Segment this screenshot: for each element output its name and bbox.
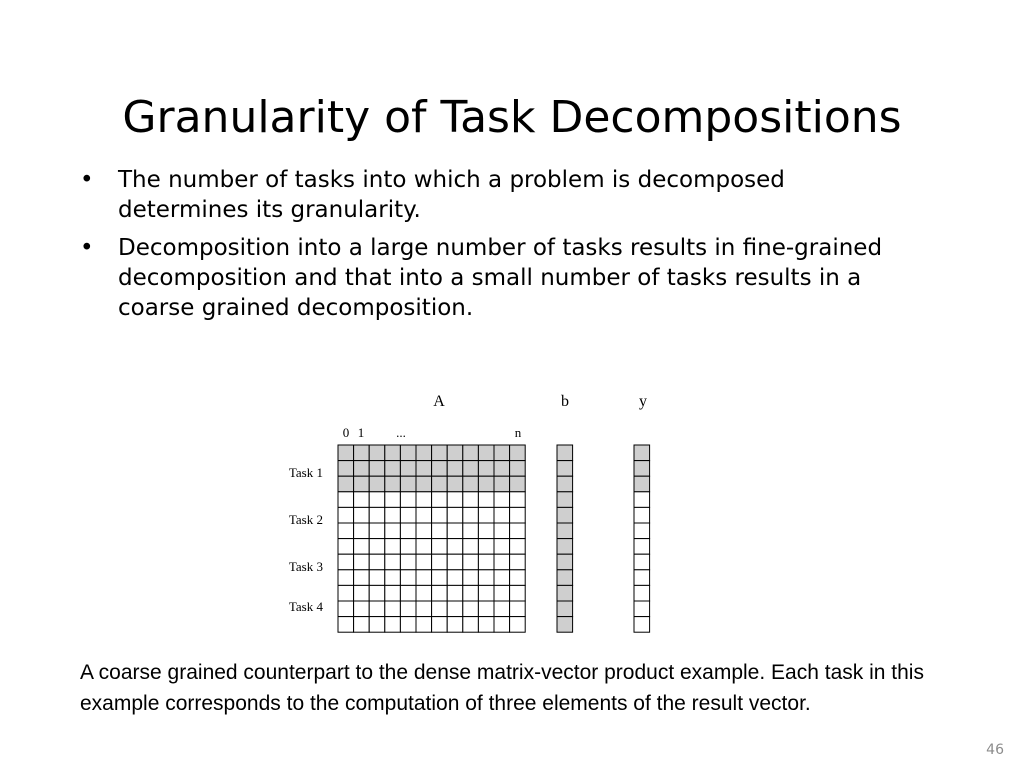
vector-b-grid [557,445,573,632]
matrix-cell [478,539,494,555]
bullet-item [78,233,908,323]
matrix-cell [369,523,385,539]
matrix-cell [510,585,526,601]
vector-y-cell [634,601,650,617]
matrix-cell [354,617,370,633]
vector-b-cell [557,539,573,555]
matrix-cell [463,585,479,601]
matrix-cell [416,585,432,601]
matrix-cell [416,445,432,461]
matrix-cell [463,476,479,492]
vector-b-cell [557,617,573,633]
bullet-item [78,165,908,225]
matrix-cell [510,507,526,523]
matrix-cell [447,445,463,461]
matrix-cell [510,445,526,461]
matrix-cell [369,554,385,570]
column-label-n: n [514,425,522,440]
matrix-cell [432,601,448,617]
matrix-cell [400,539,416,555]
matrix-cell [385,492,401,508]
matrix-cell [432,570,448,586]
matrix-cell [416,492,432,508]
vector-y-grid [634,445,650,632]
matrix-cell [478,570,494,586]
vector-b-cell [557,507,573,523]
matrix-cell [400,461,416,477]
vector-y-cell [634,585,650,601]
matrix-cell [354,523,370,539]
matrix-cell [447,523,463,539]
vector-y-cell [634,539,650,555]
matrix-cell [385,445,401,461]
vector-b-label: b [561,393,569,410]
matrix-cell [463,539,479,555]
matrix-cell [478,554,494,570]
vector-b-cell [557,601,573,617]
matrix-cell [338,445,354,461]
matrix-cell [369,601,385,617]
matrix-cell [510,554,526,570]
matrix-a-grid [338,445,525,632]
matrix-cell [338,601,354,617]
matrix-cell [447,585,463,601]
matrix-cell [385,539,401,555]
vector-y-cell [634,445,650,461]
matrix-cell [432,507,448,523]
matrix-cell [447,461,463,477]
matrix-cell [416,570,432,586]
matrix-cell [494,445,510,461]
matrix-cell [463,617,479,633]
matrix-cell [416,539,432,555]
matrix-cell [400,523,416,539]
page-number: 46 [986,742,1004,758]
figure-caption: A coarse grained counterpart to the dense matrix-vector product example. Each task in this example corresponds to the computation of three elements of the result vector. [80,661,924,715]
column-label-0: 0 [342,425,350,440]
matrix-cell [510,539,526,555]
matrix-cell [510,601,526,617]
vector-b-cell [557,585,573,601]
vector-y-cell [634,554,650,570]
matrix-cell [400,570,416,586]
matrix-cell [369,617,385,633]
matrix-cell [400,585,416,601]
matrix-cell [416,601,432,617]
matrix-cell [510,523,526,539]
vector-b-cell [557,523,573,539]
vector-y-cell [634,507,650,523]
matrix-cell [494,492,510,508]
matrix-cell [478,507,494,523]
vector-y-cell [634,523,650,539]
vector-y-cell [634,617,650,633]
matrix-cell [447,476,463,492]
matrix-cell [432,476,448,492]
matrix-cell [432,445,448,461]
matrix-cell [478,601,494,617]
matrix-cell [369,461,385,477]
matrix-cell [354,461,370,477]
matrix-cell [447,617,463,633]
slide-title: Granularity of Task Decompositions [122,92,902,143]
matrix-cell [432,617,448,633]
matrix-cell [447,507,463,523]
matrix-cell [510,492,526,508]
matrix-cell [494,585,510,601]
bullet-marker: • [80,235,94,261]
matrix-cell [463,445,479,461]
matrix-cell [385,554,401,570]
matrix-cell [338,617,354,633]
matrix-cell [338,492,354,508]
matrix-cell [385,570,401,586]
matrix-cell [416,554,432,570]
matrix-cell [463,601,479,617]
matrix-cell [369,476,385,492]
matrix-cell [447,539,463,555]
matrix-cell [416,461,432,477]
matrix-cell [478,523,494,539]
matrix-cell [463,570,479,586]
figure-svg [270,385,690,645]
matrix-cell [463,554,479,570]
vector-y-label: y [639,393,647,410]
matrix-cell [385,461,401,477]
matrix-cell [400,601,416,617]
matrix-cell [354,554,370,570]
vector-y-cell [634,461,650,477]
matrix-cell [369,445,385,461]
matrix-cell [494,476,510,492]
matrix-cell [385,617,401,633]
matrix-cell [338,461,354,477]
matrix-cell [478,585,494,601]
bullet-marker: • [80,167,94,193]
matrix-cell [432,585,448,601]
matrix-cell [463,507,479,523]
matrix-cell [478,445,494,461]
matrix-cell [354,445,370,461]
bullet-text: Decomposition into a large number of tasks results in fine-grained decomposition and that into a small number of tasks results in a coarse grained decomposition. [118,235,883,321]
vector-b-cell [557,492,573,508]
matrix-cell [369,507,385,523]
task-label-4: Task 4 [288,599,323,614]
matrix-cell [494,554,510,570]
matrix-cell [369,585,385,601]
matrix-cell [494,523,510,539]
matrix-cell [494,461,510,477]
matrix-cell [510,570,526,586]
matrix-cell [369,539,385,555]
matrix-cell [432,523,448,539]
vector-y-cell [634,570,650,586]
matrix-cell [478,617,494,633]
matrix-cell [478,476,494,492]
vector-b-cell [557,461,573,477]
matrix-cell [400,617,416,633]
matrix-cell [354,601,370,617]
bullet-text: The number of tasks into which a problem is decomposed determines its granularity. [118,167,785,223]
matrix-cell [478,461,494,477]
matrix-cell [416,507,432,523]
task-label-3: Task 3 [288,559,323,574]
matrix-cell [494,601,510,617]
matrix-cell [447,601,463,617]
matrix-cell [400,507,416,523]
vector-y-cell [634,492,650,508]
matrix-cell [385,507,401,523]
vector-b-cell [557,554,573,570]
matrix-cell [432,539,448,555]
matrix-cell [416,476,432,492]
matrix-cell [338,539,354,555]
matrix-cell [494,539,510,555]
matrix-cell [385,585,401,601]
matrix-cell [478,492,494,508]
matrix-cell [510,476,526,492]
matrix-cell [354,492,370,508]
vector-b-cell [557,476,573,492]
matrix-cell [354,476,370,492]
matrix-cell [494,507,510,523]
matrix-cell [432,461,448,477]
matrix-cell [338,476,354,492]
matrix-cell [416,523,432,539]
matrix-cell [354,585,370,601]
matrix-cell [432,554,448,570]
matrix-cell [338,554,354,570]
matrix-cell [369,570,385,586]
matrix-cell [338,585,354,601]
bullet-list [78,165,908,331]
matrix-cell [510,617,526,633]
matrix-cell [400,476,416,492]
vector-y-cell [634,476,650,492]
column-label-1: 1 [357,425,365,440]
matrix-cell [385,601,401,617]
task-label-2: Task 2 [288,512,323,527]
matrix-cell [432,492,448,508]
matrix-cell [400,445,416,461]
matrix-cell [400,554,416,570]
vector-b-cell [557,570,573,586]
matrix-cell [447,554,463,570]
matrix-cell [354,507,370,523]
matrix-cell [400,492,416,508]
matrix-cell [463,523,479,539]
matrix-cell [338,523,354,539]
vector-b-cell [557,445,573,461]
matrix-cell [338,507,354,523]
matrix-cell [369,492,385,508]
matrix-vector-figure [270,385,690,645]
matrix-cell [385,523,401,539]
task-label-1: Task 1 [288,465,323,480]
matrix-cell [385,476,401,492]
matrix-a-label: A [433,393,445,410]
matrix-cell [463,492,479,508]
matrix-cell [494,617,510,633]
column-label-ellipsis: ... [396,425,406,440]
matrix-cell [510,461,526,477]
matrix-cell [463,461,479,477]
matrix-cell [447,570,463,586]
matrix-cell [338,570,354,586]
matrix-cell [494,570,510,586]
matrix-cell [416,617,432,633]
matrix-cell [354,570,370,586]
matrix-cell [354,539,370,555]
matrix-cell [447,492,463,508]
